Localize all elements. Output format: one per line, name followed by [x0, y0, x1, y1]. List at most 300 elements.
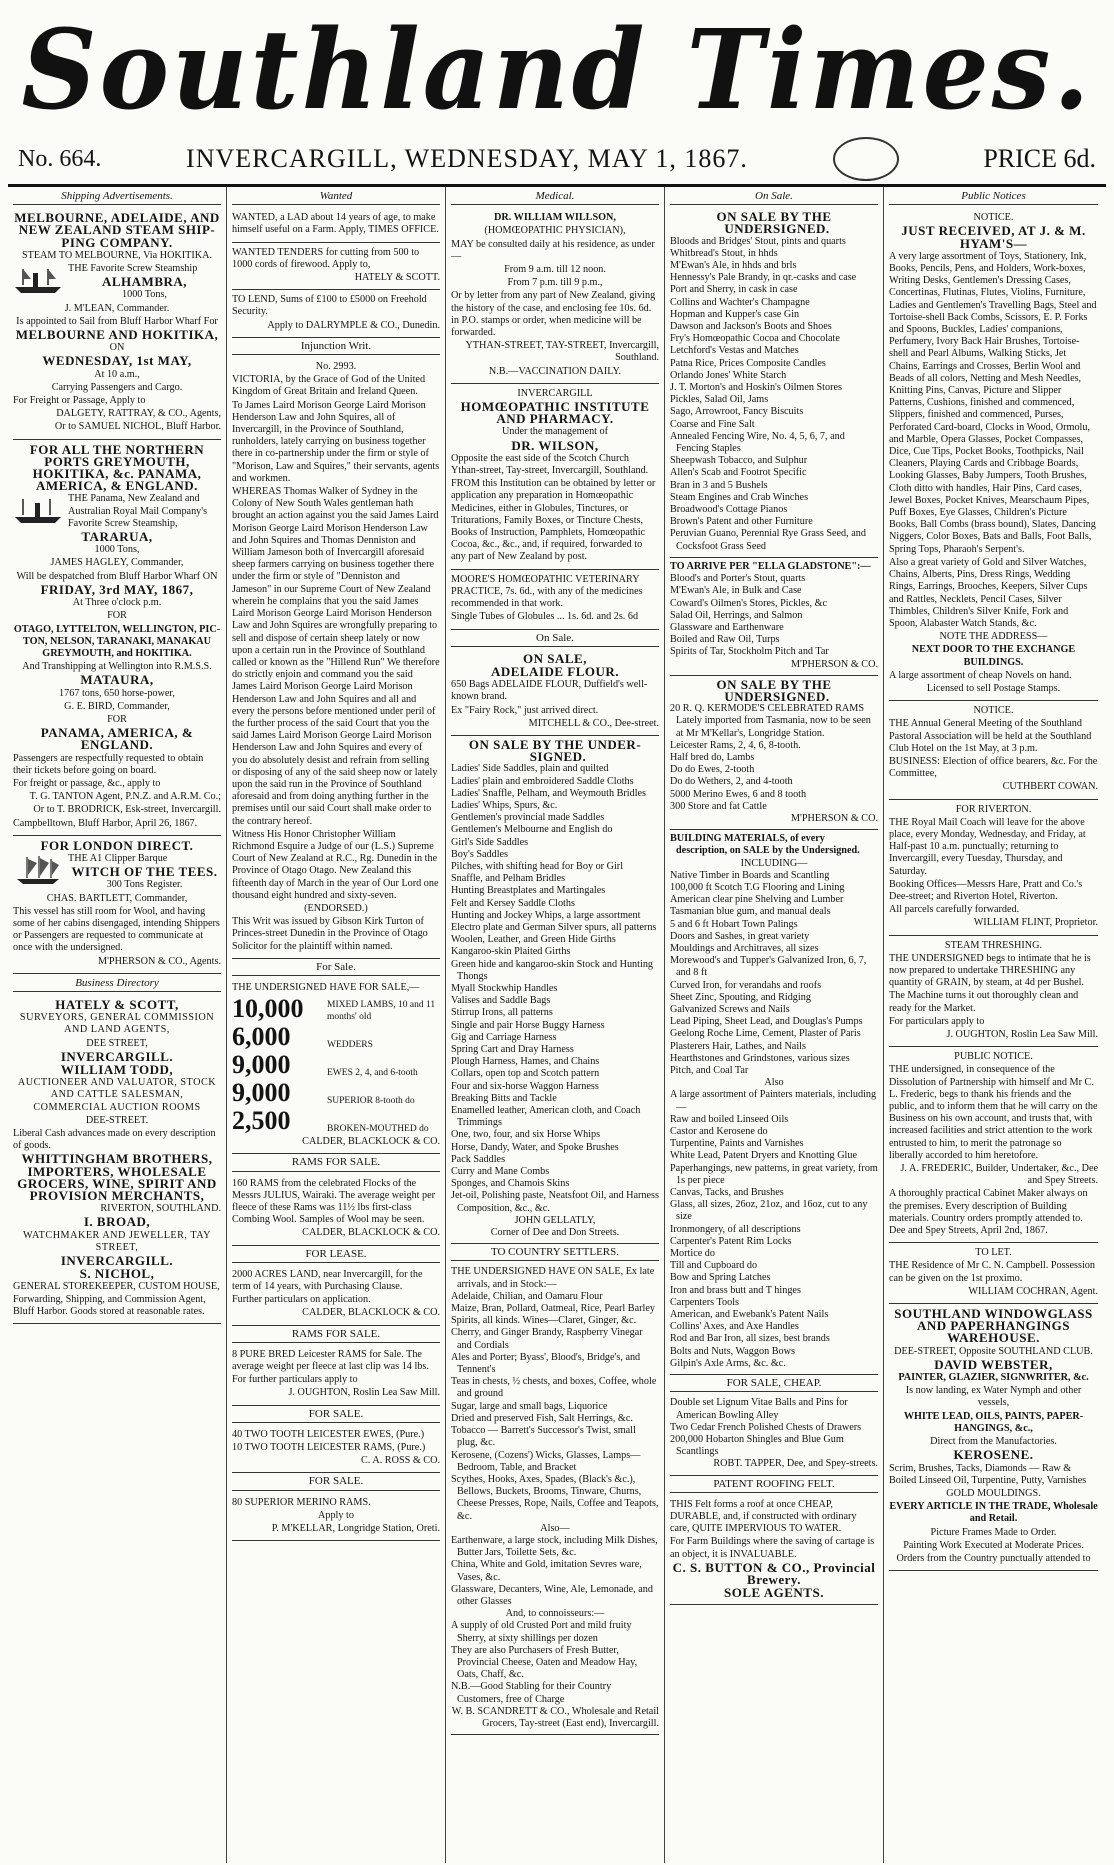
ad-text: Painting Work Executed at Moderate Prices.	[903, 1539, 1084, 1551]
sheep-count: 2,500	[232, 1106, 291, 1136]
ad-text: WILLIAM FLINT, Proprietor.	[973, 917, 1098, 929]
list-item: Iron and brass butt and T hinges	[670, 1284, 801, 1296]
business-name: WILLIAM TODD,	[60, 1062, 174, 1077]
ad-text: MITCHELL & CO., Dee-street.	[528, 717, 659, 729]
ad-wanted-lad	[232, 208, 440, 242]
column-heading: Wanted	[232, 187, 440, 205]
ad-mpherson-goods	[670, 208, 878, 558]
ad-text: MOORE'S HOMŒOPATHIC VETERINARY PRACTICE, 7s. 6d., with any of the medicines recommended in that work.	[451, 573, 643, 610]
list-item: Orlando Jones' White Starch	[670, 369, 787, 381]
list-item: Paperhangings, new patterns, in great variety, from 1s per piece	[670, 1162, 878, 1186]
list-item: Ladies' Whips, Spurs, &c.	[451, 799, 558, 811]
ad-text: HATELY & SCOTT.	[354, 272, 440, 284]
notice-hyams	[889, 208, 1098, 701]
steamship-icon	[13, 495, 63, 525]
ad-text: J. OUGHTON, Roslin Lea Saw Mill.	[946, 1029, 1098, 1040]
ad-text: THE Annual General Meeting of the Southland Pastoral Association will be held at the Southland Club Hotel on the 1st May, at 3 p.m.	[889, 718, 1092, 754]
column-heading: Medical.	[451, 187, 659, 205]
ad-text: For further particulars apply to	[232, 1374, 358, 1386]
ad-text: From 7 p.m. till 9 p.m.,	[507, 277, 603, 289]
column-on-sale	[665, 187, 884, 1863]
list-item: Coward's Oilmen's Stores, Pickles, &c	[670, 597, 828, 609]
ad-text: Scrim, Brushes, Tacks, Diamonds — Raw & Boiled Linseed Oil, Turpentine, Putty, Varnishes	[889, 1462, 1087, 1486]
list-item: M'Ewan's Ale, in Bulk and Case	[670, 585, 802, 597]
notice-steam-threshing	[889, 936, 1098, 1048]
ad-text: WEDNESDAY, 1st MAY,	[42, 353, 192, 369]
ad-text: PANAMA, AMERICA, & ENGLAND.	[40, 725, 194, 753]
ad-text: WHITE LEAD, OILS, PAINTS, PAPER-HANGINGS, &c.,	[903, 1410, 1084, 1434]
seal-icon	[833, 137, 899, 181]
ad-text: FROM this Institution can be obtained by letter or application any preparation in Homœopathic Medicines, either in Globules, Tinctures, or Triturations, Family Boxes, or Tincture Chests, Books of Instruction, Pamphlets, Homœopathic Cocoa, &c., &c., and, if required, forwarded to any part of New Zealand by post.	[451, 478, 656, 563]
list-item: Pitch, and Coal Tar	[670, 1065, 749, 1077]
list-item: Kerosene, (Cozens') Wicks, Glasses, Lamps—Bedroom, Table, and Bracket	[451, 1449, 641, 1473]
list-item: Fry's Homœopathic Cocoa and Chocolate	[670, 333, 840, 345]
ad-text: Also a great variety of Gold and Silver Watches, Chains, Alberts, Pins, Dress Rings, Wedding Rings, Earrings, Brooches, Keepers, Silver Cups and Rattles, Necklets, Pencil Cases, Silver Thimbles, Children's Silver Knife, Fork and Spoon, Alabaster Watch Stands, &c.	[889, 556, 1088, 629]
list-item: Snaffle, and Pelham Bridles	[451, 873, 566, 885]
sheep-row	[232, 1107, 440, 1135]
ad-text: Is appointed to Sail from Bluff Harbor Wharf For	[16, 315, 218, 327]
ad-text: The Machine turns it out thoroughly clean and ready for the Market.	[889, 990, 1079, 1014]
ship-name: WITCH OF THE TEES.	[71, 864, 218, 880]
steamship-icon	[13, 265, 63, 295]
ad-text: CHAS. BARTLETT, Commander,	[46, 892, 188, 904]
list-item: Breaking Bitts and Tackle	[451, 1092, 557, 1104]
ad-text: J. M'LEAN, Commander.	[64, 302, 170, 314]
ad-wanted-tenders	[232, 243, 440, 291]
ad-text: For Farm Buildings where the saving of cartage is an object, it is INVALUABLE.	[670, 1536, 875, 1560]
ad-text: A thoroughly practical Cabinet Maker always on the premises. Every description of Building materials. Country orders promptly attended to. Dee and Spey Streets, April 2nd, 1867.	[889, 1188, 1088, 1237]
list-item: INCLUDING—	[740, 857, 808, 869]
ad-headline: JUST RECEIVED, AT J. & M. HYAM'S—	[901, 223, 1086, 251]
ad-text: C. S. BUTTON & CO., Provincial Brewery.	[672, 1559, 876, 1587]
notice-heading: NOTICE.	[973, 212, 1014, 224]
ad-text: DEE-STREET.	[85, 1114, 149, 1126]
list-item: Tasmanian blue gum, and manual deals	[670, 906, 831, 918]
ad-text: YTHAN-STREET, TAY-STREET, Invercargill, Southland.	[465, 340, 659, 364]
list-item: Ladies' Snaffle, Pelham, and Weymouth Bridles	[451, 787, 647, 799]
list-item: Also	[764, 1077, 784, 1089]
section-heading: Injunction Writ.	[232, 338, 440, 355]
ad-text: WHEREAS Thomas Walker of Sydney in the Colony of New South Wales gentleman hath brought an action against you the said James Laird Morison George Laird Morison Henderson Law and John Squires and Thomas Denniston and William Jameson both of Invercargill aforesaid sheep farmers carrying on business together there under the firm or style of "Denniston and Jameson" in our Supreme Court of New Zealand wherein he complains that you the said James Laird Morison George Laird Morison Henderson Law and John Squires are wrongfully preparing to sell and dispose of certain sheep lately or now upon a certain run in the Province of Southland called or known as the "Hillend Run" We therefore do strictly enjoin and command you the said James Laird Morison George Laird Morison Henderson Law and John Squires and all and every the persons before mentioned under peril of the further process of the said Court that you the said James Laird Morison George Laird Morison Henderson Law and John Squires and every of you do absolutely desist and refrain from selling or disposing of any of the said sheep now or lately upon the said run in the Province of Southland aforesaid and from doing anything further in the premises until our said Court shall make order to the contrary hereof.	[232, 486, 440, 827]
sheep-count: 9,000	[232, 1050, 291, 1080]
column-public-notices	[884, 187, 1103, 1863]
list-item: Ales and Porter; Byass', Blood's, Bridge's, and Tennent's	[451, 1351, 641, 1376]
list-item: Letchford's Vestas and Matches	[670, 345, 799, 357]
ad-text: (ENDORSED.)	[304, 902, 368, 914]
ad-subhead: STEAM TO MELBOURNE, Via HOKITIKA.	[21, 249, 213, 261]
ad-text: DR. WILSON,	[511, 437, 599, 453]
list-item: Cherry, and Ginger Brandy, Raspberry Vinegar and Cordials	[451, 1327, 643, 1351]
list-item: Do do Ewes, 2-tooth	[670, 764, 755, 776]
sheep-row	[232, 995, 440, 1023]
list-item: Bran in 3 and 5 Bushels	[670, 479, 768, 491]
ad-text: THIS Felt forms a roof at once CHEAP, DURABLE, and, if constructed with ordinary care, QUITE IMPERVIOUS TO WATER.	[670, 1498, 857, 1535]
ad-text: PAINTER, GLAZIER, SIGNWRITER, &c.	[898, 1372, 1089, 1384]
list-item: Green hide and kangaroo-skin Stock and Hunting Thongs	[451, 958, 654, 982]
list-item: Hunting Breastplates and Martingales	[451, 885, 606, 897]
ad-text: FOR	[107, 610, 127, 622]
list-item: Hennessy's Pale Brandy, in qr.-casks and case	[670, 272, 857, 284]
ad-text: N.B.—VACCINATION DAILY.	[488, 365, 622, 377]
section-heading: TO COUNTRY SETTLERS.	[451, 1244, 659, 1261]
ad-text: THE UNDERSIGNED HAVE FOR SALE,—	[232, 981, 420, 993]
business-name: I. BROAD,	[83, 1214, 151, 1230]
ad-text: Direct from the Manufactories.	[930, 1436, 1057, 1448]
list-item: And, to connoisseurs:—	[505, 1608, 605, 1620]
list-item: Hearthstones and Grindstones, various sizes	[670, 1052, 850, 1064]
ad-text: P. M'KELLAR, Longridge Station, Oreti.	[271, 1523, 440, 1535]
section-heading: For Sale.	[232, 959, 440, 976]
ad-text: EVERY ARTICLE IN THE TRADE, Wholesale and Retail.	[889, 1501, 1098, 1525]
ad-text: THE Panama, New Zealand and Australian Royal Mail Company's Favorite Screw Steamship,	[68, 493, 208, 529]
list-item: Mortice do	[670, 1248, 715, 1260]
ad-kermode-rams	[670, 676, 878, 830]
sheep-row	[232, 1079, 440, 1107]
list-item: Allen's Scab and Footrot Specific	[670, 467, 807, 479]
ad-text: Witness His Honor Christopher William Richmond Esquire a Judge of our (L.S.) Supreme Court of New Zealand at R.C., Rg. Dunedin in the Province of Otago Otago. New Zealand this fifteenth day of March in the year of Our Lord one thousand eight hundred and sixty-seven.	[232, 828, 439, 901]
ad-roofing-felt	[670, 1495, 878, 1606]
list-item: Spring Cart and Dray Harness	[451, 1044, 574, 1055]
ad-text: Carrying Passengers and Cargo.	[51, 381, 183, 393]
ad-text: Orders from the Country punctually attended to	[896, 1552, 1091, 1564]
list-item: Turpentine, Paints and Varnishes	[670, 1138, 804, 1150]
business-name: HATELY & SCOTT,	[55, 996, 179, 1012]
ad-headline: BUILDING MATERIALS, of every description, on SALE by the Undersigned.	[670, 833, 860, 857]
list-item: Patna Rice, Prices Composite Candles	[670, 357, 826, 369]
list-item: Sheet Zinc, Spouting, and Ridging	[670, 991, 811, 1003]
list-item: Boiled and Raw Oil, Turps	[670, 634, 780, 646]
ad-text: DEE STREET,	[86, 1037, 148, 1049]
ad-text: FRIDAY, 3rd MAY, 1867,	[40, 581, 194, 597]
column-shipping	[8, 187, 227, 1863]
list-item: Also—	[540, 1522, 570, 1534]
list-item: Myall Stockwhip Handles	[451, 982, 558, 994]
list-item: Dried and preserved Fish, Salt Herrings, &c.	[451, 1412, 633, 1424]
notice-heading: PUBLIC NOTICE.	[954, 1051, 1033, 1063]
ad-text: Will be despatched from Bluff Harbor Wharf ON	[16, 570, 218, 582]
ad-text: THE Favorite Screw Steamship	[68, 263, 198, 275]
list-item: N.B.—Good Stabling for their Country Customers, free of Charge	[451, 1681, 612, 1705]
list-item: Valises and Saddle Bags	[451, 995, 551, 1007]
list-item: Annealed Fencing Wire, No. 4, 5, 6, 7, and Fencing Staples	[670, 430, 845, 455]
list-item: Carpenters Tools	[670, 1296, 739, 1308]
sheep-desc: MIXED LAMBS, 10 and 11 months' old	[327, 999, 436, 1022]
sailing-ship-icon	[13, 855, 63, 885]
ad-sheep-sale	[232, 978, 440, 1154]
ad-witch-of-the-tees	[13, 836, 221, 974]
list-item: Sheepwash Tobacco, and Sulphur	[670, 455, 808, 467]
list-item: Sugar, large and small bags, Liquorice	[451, 1400, 608, 1412]
ad-text: 1767 tons, 650 horse-power,	[59, 687, 175, 699]
ad-windowglass-warehouse	[889, 1304, 1098, 1571]
list-item: M'PHERSON & CO.	[790, 812, 878, 824]
list-item: A large assortment of Painters materials, including—	[670, 1089, 877, 1113]
ad-text: VICTORIA, by the Grace of God of the United Kingdom of Great Britain and Ireland Queen.	[232, 374, 426, 398]
ad-text: And Transhipping at Wellington into R.M.S.S.	[22, 661, 212, 673]
list-item: Hopman and Kupper's case Gin	[670, 308, 800, 320]
ad-text: All parcels carefully forwarded.	[889, 904, 1020, 916]
list-item: Plough Harness, Hames, and Chains	[451, 1056, 600, 1068]
ad-for-sale-cheap	[670, 1394, 878, 1475]
list-item: Canvas, Tacks, and Brushes	[670, 1187, 784, 1199]
list-item: Girl's Side Saddles	[451, 836, 529, 848]
list-item: Glassware and Earthenware	[670, 621, 784, 633]
ad-text: 300 Tons Register.	[106, 879, 183, 891]
ad-text: INVERCARGILL.	[60, 1253, 174, 1269]
ad-text: Campbelltown, Bluff Harbor, April 26, 1867.	[13, 817, 198, 829]
notice-pastoral-association	[889, 701, 1098, 799]
list-item: THE UNDERSIGNED HAVE ON SALE, Ex late arrivals, and in Stock:—	[451, 1266, 655, 1290]
ad-text: For Freight or Passage, Apply to	[13, 395, 146, 407]
ad-text: 1000 Tons,	[94, 544, 140, 556]
ad-text: J. OUGHTON, Roslin Lea Saw Mill.	[288, 1387, 440, 1399]
ad-text: CALDER, BLACKLOCK & CO.	[302, 1136, 440, 1148]
section-heading: RAMS FOR SALE.	[232, 1154, 440, 1171]
ad-headline: ON SALE BY THE UNDER-SIGNED.	[468, 736, 642, 765]
section-heading: FOR SALE.	[232, 1406, 440, 1423]
place-and-date: INVERCARGILL, WEDNESDAY, MAY 1, 1867.	[186, 144, 748, 173]
list-item: Coarse and Fine Salt	[670, 418, 755, 430]
ad-headline: MELBOURNE, ADELAIDE, AND NEW ZEALAND STEAM SHIP-PING COMPANY.	[14, 210, 220, 250]
sheep-desc: BROKEN-MOUTHED do	[327, 1123, 429, 1134]
business-name: WHITTINGHAM BROTHERS, IMPORTERS, WHOLESALE GROCERS, WINE, SPIRIT AND PROVISION MERCHANTS,	[17, 1151, 217, 1204]
notice-heading: NOTICE.	[973, 705, 1014, 717]
ship-name: TARARUA,	[81, 529, 153, 545]
list-item: Earthenware, a large stock, including Milk Dishes, Butter Jars, Toilette Sets, &c.	[451, 1534, 658, 1559]
list-item: 200,000 Hobarton Shingles and Blue Gum Scantlings	[670, 1433, 844, 1458]
list-item: Do do Wethers, 2, and 4-tooth	[670, 776, 793, 788]
ad-text: OTAGO, LYTTELTON, WELLINGTON, PIC-TON, NELSON, TARANAKI, MANAKAU GREYMOUTH, and HOKITIKA.	[13, 623, 221, 659]
ad-text: Or by letter from any part of New Zealand, giving the history of the case, and enclosing fee 10s. 6d. in P.O. stamps or order, when medicine will be forwarded.	[451, 290, 656, 339]
section-heading: On Sale.	[451, 630, 659, 647]
list-item: Curry and Mane Combs	[451, 1166, 550, 1178]
list-item: Peruvian Guano, Perennial Rye Grass Seed, and Cocksfoot Grass Seed	[670, 528, 866, 552]
list-item: Brown's Patent and other Furniture	[670, 516, 813, 528]
ad-text: Booking Offices—Messrs Hare, Pratt and Co.'s Dee-street; and Riverton Hotel, Riverton.	[889, 878, 1083, 902]
list-item: Bolts and Nuts, Waggon Bows	[670, 1345, 795, 1357]
ad-text: THE UNDERSIGNED begs to intimate that he is now prepared to undertake THRESHING any quantity of GRAIN, by steam, at 4d per Bushel.	[889, 952, 1091, 989]
ship-name: ALHAMBRA,	[101, 274, 188, 290]
ad-text: Corner of Dee and Don Streets.	[490, 1227, 620, 1239]
list-item: Collars, open top and Scotch pattern	[451, 1068, 600, 1080]
injunction-writ	[232, 357, 440, 959]
ad-headline: ON SALE BY THE UNDERSIGNED.	[716, 209, 832, 237]
ad-text: ON	[109, 342, 125, 354]
column-heading: Business Directory	[13, 974, 221, 992]
ad-text: JOHN GELLATLY,	[514, 1214, 596, 1226]
list-item: Stirrup Irons, all patterns	[451, 1007, 553, 1019]
list-item: M'Ewan's Ale, in hhds and brls	[670, 260, 797, 272]
ad-text: Apply to	[318, 1509, 354, 1521]
ad-ewes-rams	[232, 1425, 440, 1474]
list-item: 300 Store and fat Cattle	[670, 800, 767, 812]
ad-headline: HOMŒOPATHIC INSTITUTE AND PHARMACY.	[460, 399, 650, 427]
column-heading: On Sale.	[670, 187, 878, 205]
ad-alhambra	[13, 208, 221, 439]
list-item: Two Cedar French Polished Chests of Drawers	[670, 1421, 862, 1433]
ad-to-lend	[232, 290, 440, 338]
ad-text: THE A1 Clipper Barque	[68, 852, 168, 864]
list-item: Galvanized Screws and Nails	[670, 1004, 790, 1015]
list-item: Woolen, Leather, and Green Hide Girths	[451, 934, 616, 946]
ad-text: THE Residence of Mr C. N. Campbell. Possession can be given on the 1st proximo.	[889, 1260, 1095, 1284]
list-item: Broadwood's Cottage Pianos	[670, 504, 788, 516]
ad-text: 650 Bags ADELAIDE FLOUR, Duffield's well-known brand.	[451, 679, 648, 703]
list-item: ROBT. TAPPER, Dee, and Spey-streets.	[713, 1458, 878, 1470]
list-item: Spirits, all kinds. Wines—Claret, Ginger, &c.	[451, 1315, 637, 1327]
list-item: Geelong Roche Lime, Cement, Plaster of Paris	[670, 1028, 861, 1040]
ad-text: Passengers are respectfully requested to obtain their tickets before going on board.	[13, 752, 204, 776]
list-item: Hunting and Jockey Whips, a large assortment	[451, 909, 641, 921]
ad-text: BUSINESS: Election of office bearers, &c. For the Committee,	[889, 755, 1098, 780]
ad-text: Picture Frames Made to Order.	[930, 1526, 1057, 1538]
ad-text: CALDER, BLACKLOCK & CO.	[302, 1227, 440, 1239]
list-item: W. B. SCANDRETT & CO., Wholesale and Retail Grocers, Tay-street (East end), Invercargill.	[451, 1705, 659, 1729]
ad-text: No. 2993.	[315, 361, 357, 373]
ad-dr-willson	[451, 208, 659, 384]
ad-veterinary	[451, 570, 659, 630]
list-item: Collins and Wachter's Champagne	[670, 296, 810, 308]
list-item: J. T. Morton's and Hoskin's Oilmen Stores	[670, 382, 842, 394]
sheep-row	[232, 1023, 440, 1051]
ad-text: WATCHMAKER AND JEWELLER, TAY STREET,	[22, 1229, 212, 1253]
sheep-count: 10,000	[232, 994, 304, 1024]
list-item: Half bred do, Lambs	[670, 751, 755, 763]
ad-saddlery	[451, 736, 659, 1244]
list-item: Spirits of Tar, Stockholm Pitch and Tar	[670, 646, 829, 658]
ad-lease	[232, 1265, 440, 1326]
list-item: Ironmongery, of all descriptions	[670, 1223, 801, 1235]
ad-text: THE Royal Mail Coach will leave for the above place, every Monday, Wednesday, and Friday, at Half-past 10 a.m. punctually; returning to Invercargill, every Tuesday, Thursday, and Saturday.	[889, 816, 1086, 877]
list-item: Collins' Axes, and Axe Handles	[670, 1321, 799, 1333]
list-item: Plasterers Hair, Lathes, and Nails	[670, 1040, 806, 1052]
ad-text: 2000 ACRES LAND, near Invercargill, for the term of 14 years, with Purchasing Clause.	[232, 1268, 423, 1293]
column-wanted	[227, 187, 446, 1863]
list-item: Whitbread's Stout, in hhds	[670, 247, 778, 259]
ad-text: MELBOURNE AND HOKITIKA,	[15, 327, 219, 343]
sheep-desc: SUPERIOR 8-tooth do	[327, 1095, 415, 1106]
ad-headline: FOR LONDON DIRECT.	[40, 837, 194, 853]
section-heading: RAMS FOR SALE.	[232, 1326, 440, 1343]
ad-text: Further particulars on application.	[232, 1294, 371, 1306]
ad-text: GENERAL STOREKEEPER, CUSTOM HOUSE, Forwarding, Shipping, and Commission Agent, Bluff Harbor. Goods stored at reasonable rates.	[13, 1281, 220, 1317]
sheep-count: 6,000	[232, 1022, 291, 1052]
sheep-desc: WEDDERS	[327, 1039, 373, 1050]
ad-text: At Three o'clock p.m.	[72, 597, 162, 609]
sheep-row	[232, 1051, 440, 1079]
ad-text: MAY be consulted daily at his residence, as under—	[451, 238, 655, 262]
list-item: Tobacco — Barrett's Successor's Twist, small plug, &c.	[451, 1425, 636, 1449]
section-heading: FOR LEASE.	[232, 1246, 440, 1263]
list-item: Pickles, Salad Oil, Jams	[670, 394, 769, 406]
list-item: Castor and Kerosene do	[670, 1126, 768, 1138]
ad-text: TO LEND, Sums of £100 to £5000 on Freehold Security.	[232, 294, 427, 318]
list-item: Raw and boiled Linseed Oils	[670, 1113, 789, 1125]
ad-text: 160 RAMS from the celebrated Flocks of the Messrs JULIUS, Wairaki. The average weight per fleece of these Rams was 11½ lbs first-class Combing Wool. Samples of Wool may be seen.	[232, 1177, 436, 1226]
ad-text: DR. WILLIAM WILLSON,	[494, 212, 616, 224]
list-item: Bow and Spring Latches	[670, 1272, 771, 1284]
ad-text: Under the management of	[501, 426, 609, 438]
issue-number: No. 664.	[18, 145, 102, 172]
list-item: 20 R. Q. KERMODE'S CELEBRATED RAMS Lately imported from Tasmania, now to be seen at Mr M'Kellar's, Longridge Station.	[670, 703, 871, 739]
list-item: Felt and Kersey Saddle Cloths	[451, 897, 575, 909]
ad-text: T. G. TANTON Agent, P.N.Z. and A.R.M. Co.;	[29, 791, 221, 803]
ad-text: (HOMŒOPATHIC PHYSICIAN),	[484, 225, 626, 237]
ad-text: THE undersigned, in consequence of the Dissolution of Partnership with himself and Mr C. L. Frederic, begs to thank his friends and the public, and to inform them that he will carry on the Business on his own account, and trusts that, with increased facilities and strict attention to the work entrusted to him, to merit the patronage so liberally accorded to him heretofore.	[889, 1064, 1098, 1161]
ad-text: At 10 a.m.,	[94, 368, 140, 380]
ad-text: Liberal Cash advances made on every description of goods.	[13, 1128, 216, 1152]
ad-text: ADELAIDE FLOUR.	[490, 663, 620, 679]
notice-to-let	[889, 1243, 1098, 1304]
list-item: Horse, Dandy, Water, and Spoke Brushes	[451, 1141, 619, 1153]
ad-tararua	[13, 440, 221, 836]
ad-text: Or to T. BRODRICK, Esk-street, Invercargill.	[33, 804, 221, 816]
business-directory	[13, 995, 221, 1324]
list-item: American clear pine Shelving and Lumber	[670, 894, 844, 906]
ad-text: For freight or passage, &c., apply to	[13, 777, 161, 789]
notice-frederic	[889, 1047, 1098, 1243]
ad-headline: ON SALE BY THE UNDERSIGNED.	[716, 676, 832, 704]
list-item: Boy's Saddles	[451, 848, 509, 860]
list-item: Ladies' Side Saddles, plain and quilted	[451, 763, 609, 775]
list-item: Morewood's and Tupper's Galvanized Iron, 6, 7, and 8 ft	[670, 955, 867, 979]
list-item: Glass, all sizes, 26oz, 21oz, and 16oz, cut to any size	[670, 1199, 868, 1223]
list-item: Gentlemen's provincial made Saddles	[451, 812, 605, 824]
ad-text: WANTED, a LAD about 14 years of age, to make himself useful on a Farm. Apply, TIMES OFFICE.	[232, 212, 439, 236]
ad-text: RIVERTON, SOUTHLAND.	[100, 1203, 221, 1215]
ad-text: 8 PURE BRED Leicester RAMS for Sale. The average weight per fleece at last clip was 14 lbs.	[232, 1348, 429, 1373]
section-heading: PATENT ROOFING FELT.	[670, 1476, 878, 1493]
list-item: Leicester Rams, 2, 4, 6, 8-tooth.	[670, 739, 801, 751]
list-item: Pack Saddles	[451, 1153, 506, 1165]
list-item: 5000 Merino Ewes, 6 and 8 tooth	[670, 788, 807, 800]
ad-text: DEE-STREET, Opposite SOUTHLAND CLUB.	[894, 1345, 1093, 1357]
column-heading: Public Notices	[889, 187, 1098, 205]
ad-text: Opposite the east side of the Scotch Church Ythan-street, Tay-street, Invercargill, Southland.	[451, 452, 649, 477]
ad-text: Apply to DALRYMPLE & CO., Dunedin.	[267, 319, 440, 331]
ad-text: Or to SAMUEL NICHOL, Bluff Harbor.	[54, 421, 221, 433]
ad-text: J. A. FREDERIC, Builder, Undertaker, &c., Dee and Spey Streets.	[900, 1163, 1098, 1187]
list-item: 5 and 6 ft Hobart Town Palings	[670, 918, 798, 930]
ad-text: JAMES HAGLEY, Commander,	[50, 557, 184, 569]
column-heading: Shipping Advertisements.	[13, 187, 221, 205]
list-item: Rod and Bar Iron, all sizes, best brands	[670, 1333, 830, 1345]
masthead-title: Southland Times.	[21, 4, 1093, 135]
list-item: China, White and Gold, imitation Sevres ware, Vases, &c.	[451, 1559, 642, 1583]
ad-merino-rams	[232, 1493, 440, 1542]
dateline	[8, 134, 1106, 187]
ad-headline: ON SALE,	[523, 650, 587, 666]
list-item: They are also Purchasers of Fresh Butter, Provincial Cheese, Oaten and Meadow Hay, Oats, Chaff, &c.	[451, 1644, 638, 1681]
list-item: Gilpin's Axle Arms, &c. &c.	[670, 1357, 786, 1369]
list-item: Gentlemen's Melbourne and English do	[451, 824, 613, 836]
ad-text: CUTHBERT COWAN.	[1002, 781, 1098, 793]
list-item: Jet-oil, Polishing paste, Neatsfoot Oil, and Harness Composition, &c., &c.	[451, 1190, 659, 1214]
ad-text: 40 TWO TOOTH LEICESTER EWES, (Pure.)	[232, 1428, 425, 1440]
list-item: Maize, Bran, Pollard, Oatmeal, Rice, Pearl Barley	[451, 1303, 655, 1315]
ad-text: SOLE AGENTS.	[724, 1585, 824, 1601]
list-item: Adelaide, Chilian, and Oamaru Flour	[451, 1290, 603, 1302]
ad-text: DALGETY, RATTRAY, & CO., Agents,	[56, 408, 221, 420]
ad-text: CALDER, BLACKLOCK & CO.	[302, 1307, 440, 1319]
ad-country-settlers	[451, 1263, 659, 1735]
list-item: Single and pair Horse Buggy Harness	[451, 1019, 605, 1031]
list-item: Steam Engines and Crab Winches	[670, 491, 809, 503]
ad-adelaide-flour	[451, 649, 659, 736]
list-item: Teas in chests, ½ chests, and boxes, Coffee, whole and ground	[451, 1376, 657, 1400]
list-item: Electro plate and German Silver spurs, all patterns	[451, 921, 657, 933]
ad-text: Licensed to sell Postage Stamps.	[926, 682, 1061, 694]
